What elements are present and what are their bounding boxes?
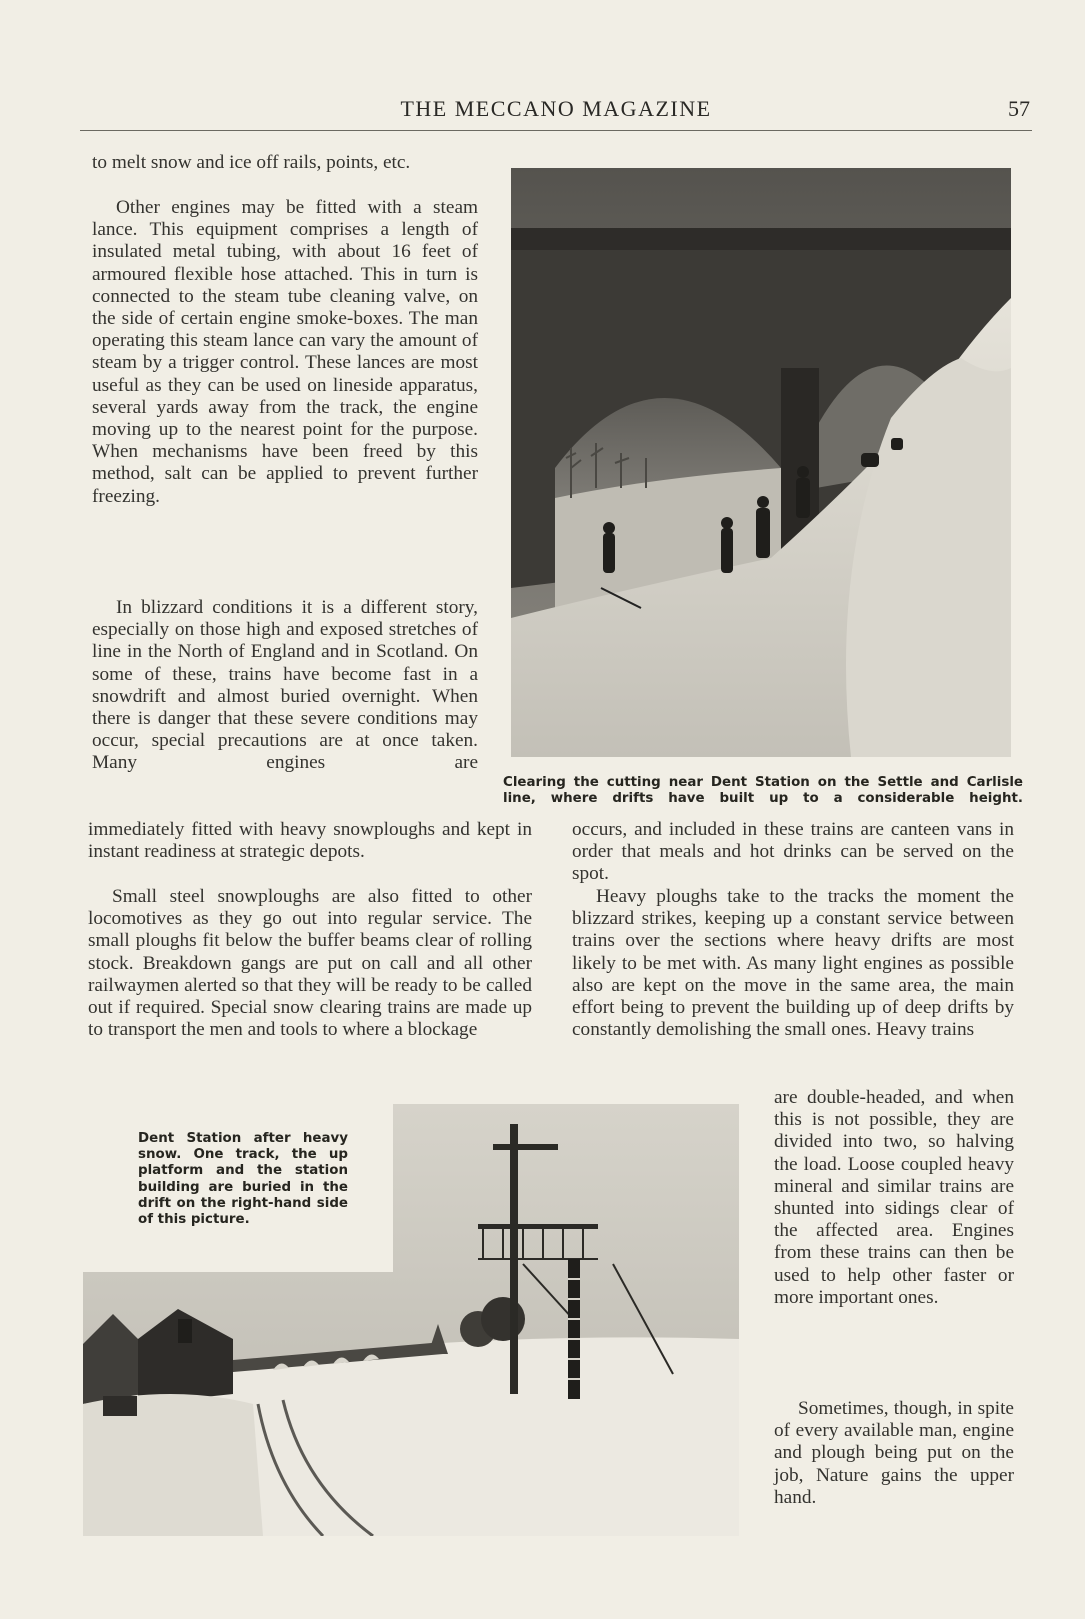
left-paragraph-3: In blizzard conditions it is a different story, especially on those high and exposed stretches of line in the North of England and in Scotland. On some of these, trains have become fast in a snowdrift and almost buried overnight. When there is danger that these severe conditions may occur, special precautions are at once taken. Many engines are (92, 597, 478, 774)
right-paragraph-3: are double-headed, and when this is not possible, they are divided into two, so halving the load. Loose coupled heavy mineral and similar trains are shunted into sidings clear of the affected area. Engines from these trains can then be used to help other faster or more important ones. (774, 1087, 1014, 1308)
magazine-title: THE MECCANO MAGAZINE (400, 96, 712, 121)
left-paragraph-3-continued: immediately fitted with heavy snowploughs and kept in instant readiness at strategic depots. (88, 819, 532, 863)
page-number: 57 (1008, 96, 1030, 121)
right-paragraph-2: Heavy ploughs take to the tracks the moment the blizzard strikes, keeping up a constant service between trains over the sections where heavy drifts are most likely to be met with. As many light engines as possible also are kept on the move in the same area, the main effort being to prevent the building up of deep drifts by constantly demolishing the small ones. Heavy trains (572, 886, 1014, 1041)
bottom-photo-caption: Dent Station after heavy snow. One track, the up platform and the station building are buried in the drift on the right-hand side of this picture. (138, 1131, 348, 1228)
viaduct-snow-photo (511, 168, 1011, 757)
left-paragraph-2: Other engines may be fitted with a steam lance. This equipment comprises a length of insulated metal tubing, with about 16 feet of armoured flexible hose attached. This in turn is connected to the steam tube cleaning valve, on the side of certain engine smoke-boxes. The man operating this steam lance can vary the amount of steam by a trigger control. These lances are most useful as they can be used on lineside apparatus, several yards away from the track, the engine moving up to the nearest point for the purpose. When mechanisms have been freed by this method, salt can be applied to prevent further freezing. (92, 197, 478, 507)
page-header (80, 94, 1032, 131)
right-paragraph-4: Sometimes, though, in spite of every available man, engine and plough being put on the job, Nature gains the upper hand. (774, 1398, 1014, 1508)
top-photo-caption: Clearing the cutting near Dent Station on the Settle and Carlisle line, where drifts have built up to a considerable height. (503, 775, 1023, 807)
right-paragraph-1: occurs, and included in these trains are canteen vans in order that meals and hot drinks can be served on the spot. (572, 819, 1014, 885)
left-paragraph-4: Small steel snowploughs are also fitted to other locomotives as they go out into regular service. The small ploughs fit below the buffer beams clear of rolling stock. Breakdown gangs are put on call and all other railwaymen alerted so that they will be ready to be called out if required. Special snow clearing trains are made up to transport the men and tools to where a blockage (88, 886, 532, 1041)
left-paragraph-1: to melt snow and ice off rails, points, etc. (92, 152, 411, 173)
